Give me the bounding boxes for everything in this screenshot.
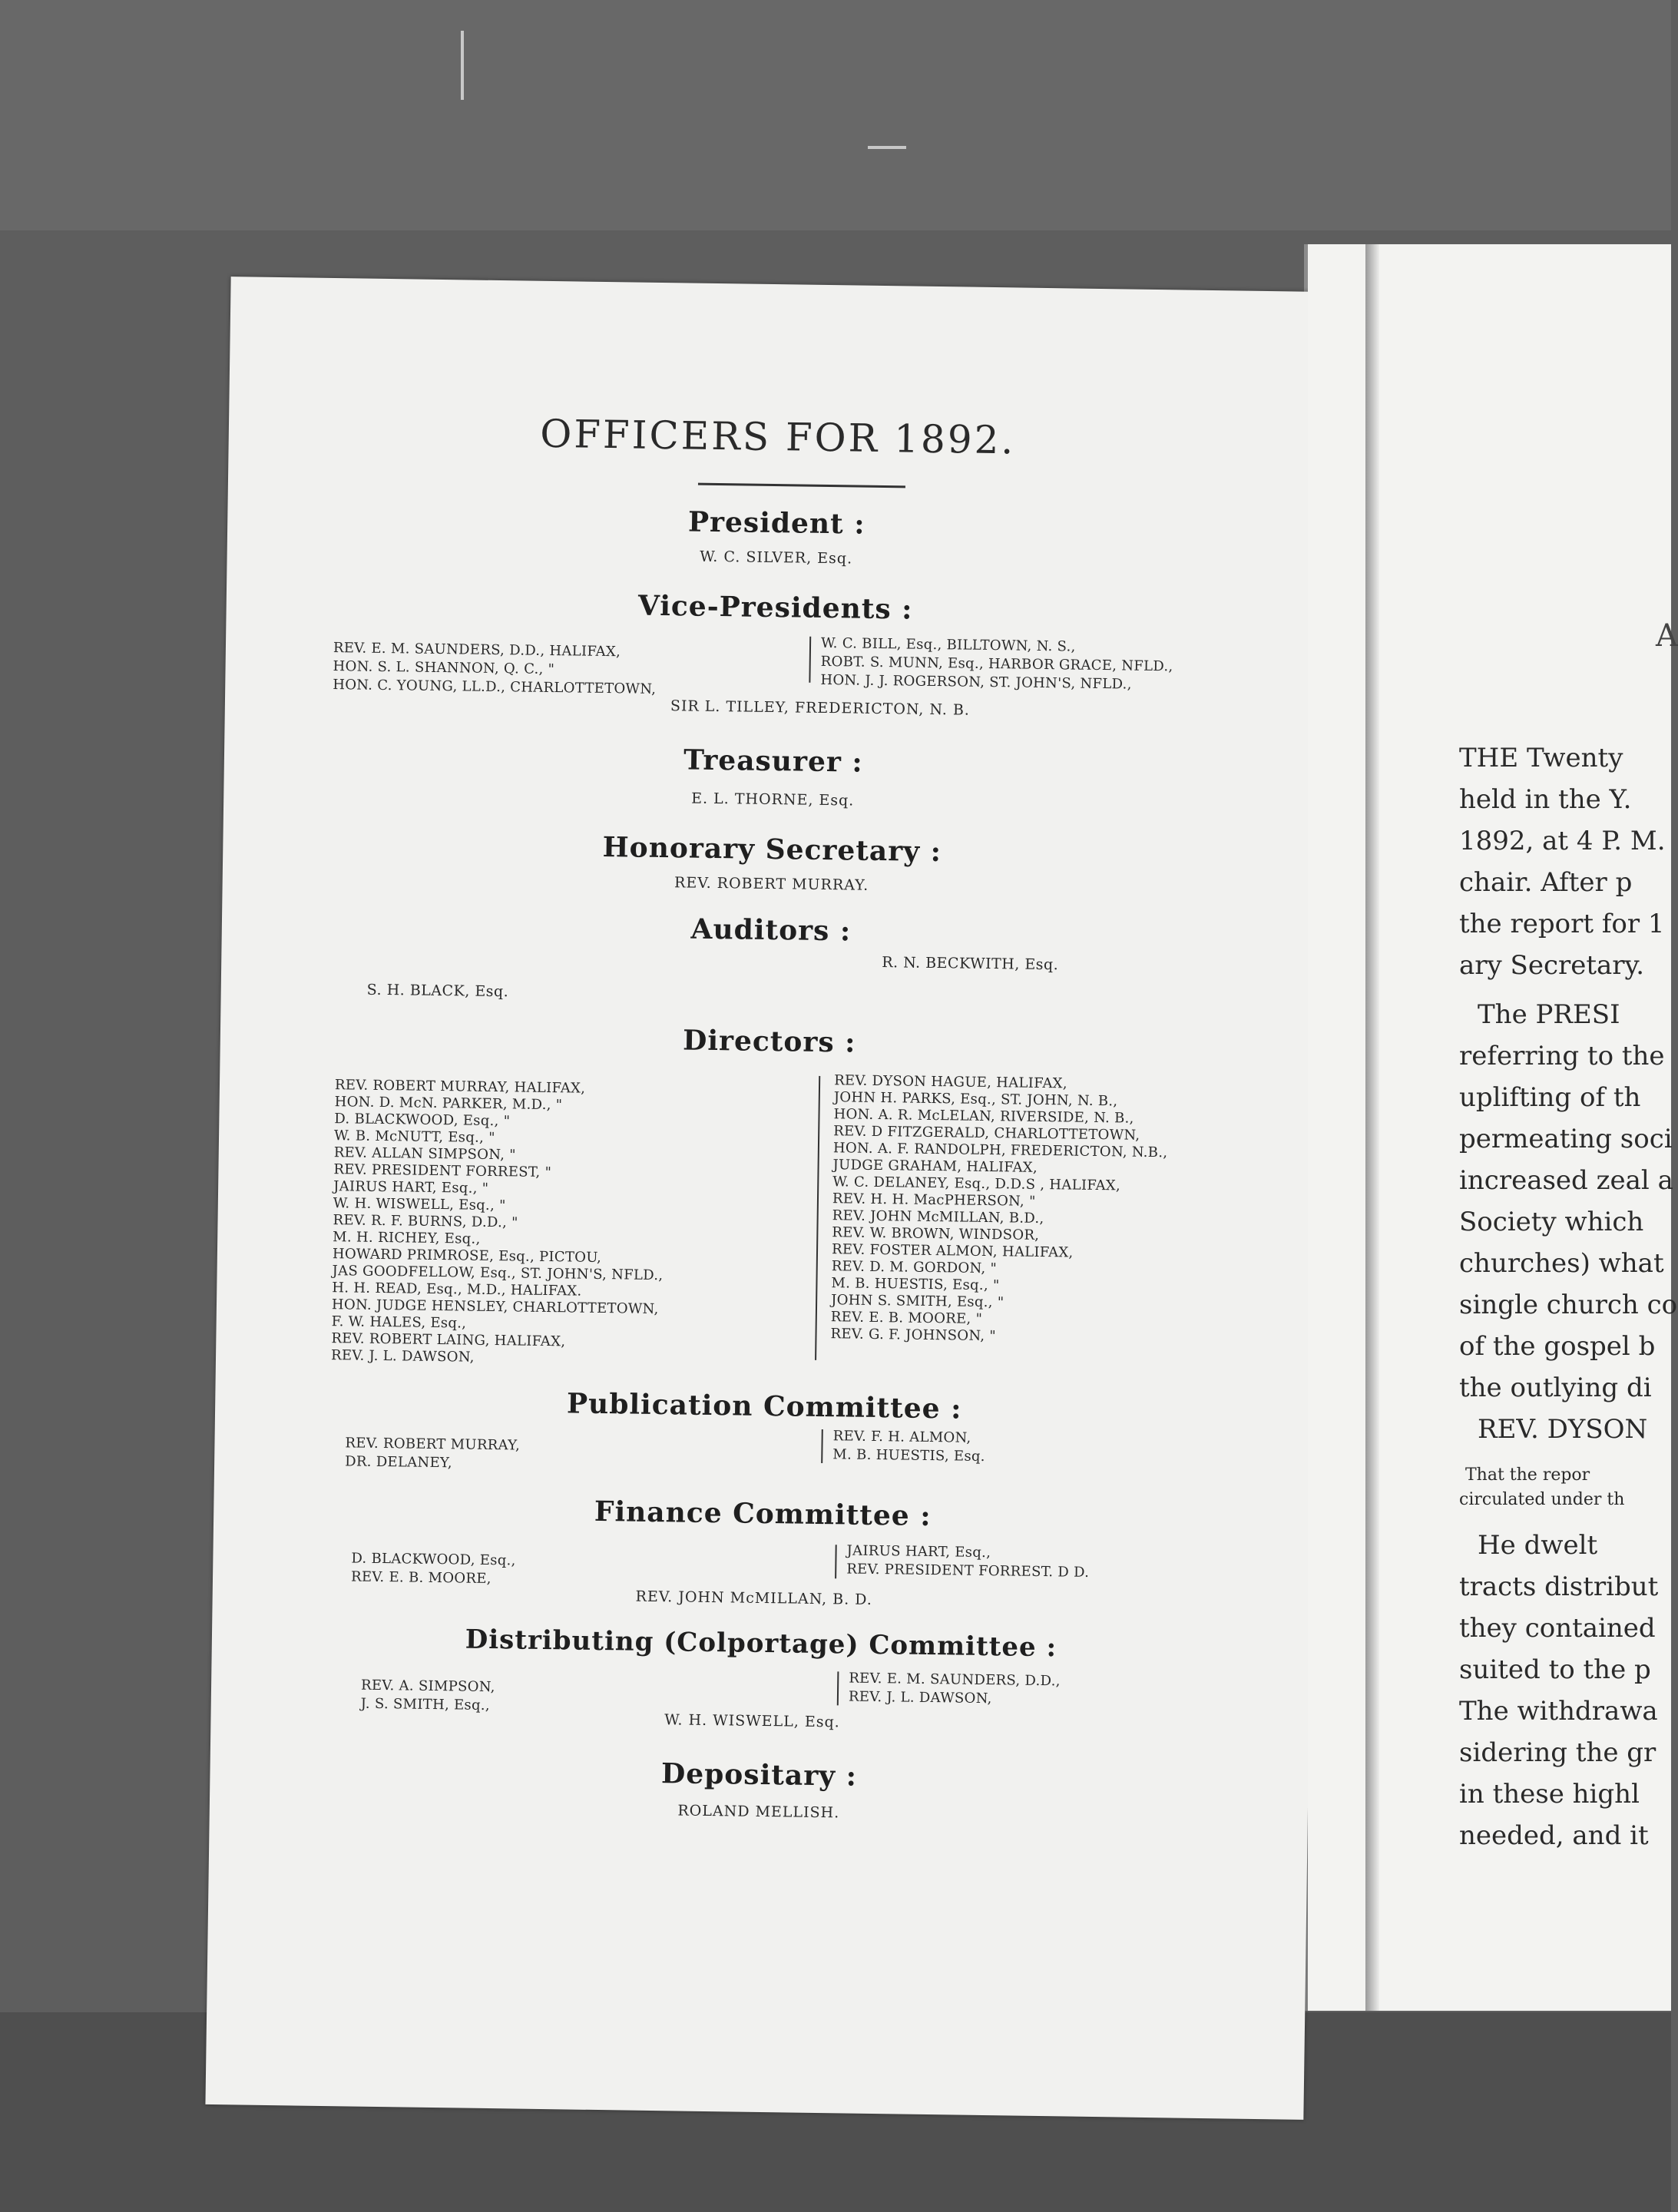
auditor-left: S. H. BLACK, Esq. <box>366 981 509 1001</box>
committee-member: D. BLACKWOOD, Esq., <box>351 1550 516 1569</box>
director-entry: JUDGE GRAHAM, HALIFAX, <box>832 1157 1038 1176</box>
publication-committee-left <box>345 1434 520 1473</box>
committee-member: REV. A. SIMPSON, <box>360 1677 495 1696</box>
text-line: 1892, at 4 P. M. <box>1459 826 1666 856</box>
vice-presidents-heading: Vice-Presidents : <box>637 589 913 626</box>
text-line: THE Twenty <box>1459 743 1623 773</box>
finance-committee-centered: REV. JOHN McMILLAN, B. D. <box>635 1588 872 1608</box>
director-entry: REV. DYSON HAGUE, HALIFAX, <box>834 1072 1067 1092</box>
committee-member: M. B. HUESTIS, Esq. <box>832 1446 985 1465</box>
director-entry: HON. A. R. McLELAN, RIVERSIDE, N. B., <box>833 1106 1134 1127</box>
committee-member: REV. E. M. SAUNDERS, D.D., <box>849 1670 1061 1690</box>
director-entry: REV. E. B. MOORE, " <box>830 1309 983 1327</box>
director-entry: M. B. HUESTIS, Esq., " <box>831 1275 1000 1294</box>
director-entry: REV. G. F. JOHNSON, " <box>830 1326 997 1345</box>
page-title: OFFICERS FOR 1892. <box>539 411 1016 463</box>
right-page-text-block <box>1459 737 1677 1450</box>
finance-committee-left <box>351 1549 516 1588</box>
honorary-secretary-heading: Honorary Secretary : <box>602 830 942 869</box>
depositary-heading: Depositary : <box>660 1757 858 1793</box>
left-page <box>205 276 1329 2120</box>
scan-mark <box>461 31 464 100</box>
depositary-name: ROLAND MELLISH. <box>677 1802 840 1822</box>
column-divider <box>821 1429 823 1463</box>
honorary-secretary-name: REV. ROBERT MURRAY. <box>674 874 869 894</box>
vice-president-entry: ROBT. S. MUNN, Esq., HARBOR GRACE, NFLD., <box>820 653 1173 675</box>
director-entry: JAS GOODFELLOW, Esq., ST. JOHN'S, NFLD., <box>332 1263 664 1284</box>
committee-member: REV. E. B. MOORE, <box>350 1568 491 1588</box>
director-entry: JAIRUS HART, Esq., " <box>333 1178 489 1197</box>
committee-member: REV. ROBERT MURRAY, <box>345 1435 521 1454</box>
text-line: suited to the p <box>1459 1654 1651 1685</box>
treasurer-name: E. L. THORNE, Esq. <box>691 790 855 810</box>
committee-member: REV. J. L. DAWSON, <box>848 1688 992 1707</box>
director-entry: REV. D. M. GORDON, " <box>831 1258 998 1277</box>
publication-committee-heading: Publication Committee : <box>566 1387 962 1426</box>
directors-left <box>331 1077 666 1369</box>
director-entry: HON. A. F. RANDOLPH, FREDERICTON, N.B., <box>832 1140 1168 1161</box>
column-divider <box>815 1076 820 1360</box>
text-line: of the gospel b <box>1459 1331 1656 1362</box>
column-divider <box>837 1671 839 1705</box>
director-entry: F. W. HALES, Esq., <box>331 1313 467 1332</box>
text-line: increased zeal a <box>1459 1165 1673 1196</box>
finance-committee-right <box>846 1541 1090 1581</box>
distributing-committee-heading: Distributing (Colportage) Committee : <box>465 1624 1057 1664</box>
text-line: ary Secretary. <box>1459 950 1645 981</box>
text-line: referring to the <box>1459 1041 1665 1071</box>
director-entry: HOWARD PRIMROSE, Esq., PICTOU, <box>332 1246 602 1266</box>
director-entry: REV. ROBERT LAING, HALIFAX, <box>331 1330 566 1350</box>
resolution-line: circulated under th <box>1459 1490 1625 1509</box>
vice-presidents-left <box>333 639 657 699</box>
director-entry: W. C. DELANEY, Esq., D.D.S , HALIFAX, <box>832 1174 1121 1194</box>
text-line: in these highl <box>1459 1779 1640 1810</box>
column-divider <box>835 1545 837 1578</box>
text-line: permeating soci <box>1459 1124 1673 1154</box>
director-entry: REV. ALLAN SIMPSON, " <box>333 1144 516 1164</box>
resolution-line: That the repor <box>1465 1465 1590 1485</box>
committee-member: REV. PRESIDENT FORREST. D D. <box>846 1561 1090 1581</box>
title-rule <box>698 483 905 488</box>
director-entry: W. B. McNUTT, Esq., " <box>333 1128 495 1147</box>
right-page-shadow <box>1365 244 1379 2011</box>
vice-president-entry: HON. J. J. ROGERSON, ST. JOHN'S, NFLD., <box>820 671 1132 693</box>
director-entry: REV. R. F. BURNS, D.D., " <box>333 1212 518 1231</box>
committee-member: J. S. SMITH, Esq., <box>360 1695 491 1714</box>
text-line: single church co <box>1459 1290 1678 1320</box>
text-line: tracts distribut <box>1459 1571 1659 1602</box>
director-entry: HON. D. McN. PARKER, M.D., " <box>334 1094 563 1114</box>
director-entry: REV. H. H. MacPHERSON, " <box>832 1190 1036 1210</box>
director-entry: W. H. WISWELL, Esq., " <box>333 1195 506 1214</box>
director-entry: JOHN S. SMITH, Esq., " <box>831 1292 1004 1311</box>
treasurer-heading: Treasurer : <box>683 743 863 779</box>
director-entry: REV. D FITZGERALD, CHARLOTTETOWN, <box>833 1123 1140 1144</box>
directors-heading: Directors : <box>682 1024 856 1059</box>
text-line: The PRESI <box>1478 999 1620 1030</box>
vice-president-centered: SIR L. TILLEY, FREDERICTON, N. B. <box>670 697 971 719</box>
text-line: churches) what <box>1459 1248 1664 1279</box>
text-line: uplifting of th <box>1459 1082 1641 1113</box>
finance-committee-heading: Finance Committee : <box>594 1495 932 1533</box>
director-entry: REV. J. L. DAWSON, <box>330 1347 475 1366</box>
distributing-committee-centered: W. H. WISWELL, Esq. <box>664 1711 840 1731</box>
text-line: the outlying di <box>1459 1373 1652 1403</box>
vice-presidents-right <box>820 634 1173 694</box>
text-line: sidering the gr <box>1459 1737 1656 1768</box>
text-line: they contained <box>1459 1613 1656 1644</box>
right-page-heading-fragment: A <box>1656 618 1678 654</box>
column-divider <box>809 637 811 683</box>
distributing-committee-right <box>849 1670 1061 1710</box>
text-line: Society which <box>1459 1207 1644 1237</box>
vice-president-entry: W. C. BILL, Esq., BILLTOWN, N. S., <box>820 634 1076 655</box>
vice-president-entry: HON. S. L. SHANNON, Q. C., " <box>333 658 555 678</box>
committee-member: JAIRUS HART, Esq., <box>846 1542 991 1561</box>
director-entry: REV. W. BROWN, WINDSOR, <box>832 1224 1040 1243</box>
text-line: needed, and it <box>1459 1820 1649 1851</box>
text-line: REV. DYSON <box>1478 1414 1648 1445</box>
director-entry: H. H. READ, Esq., M.D., HALIFAX. <box>332 1280 582 1300</box>
directors-right <box>830 1072 1168 1347</box>
director-entry: REV. PRESIDENT FORREST, " <box>333 1161 552 1181</box>
vice-president-entry: HON. C. YOUNG, LL.D., CHARLOTTETOWN, <box>333 677 657 697</box>
text-line: He dwelt <box>1478 1530 1598 1561</box>
auditors-heading: Auditors : <box>690 912 852 948</box>
right-page-text-block-2 <box>1459 1525 1658 1856</box>
auditor-right: R. N. BECKWITH, Esq. <box>882 954 1059 974</box>
director-entry: REV. FOSTER ALMON, HALIFAX, <box>831 1241 1074 1261</box>
text-line: chair. After p <box>1459 867 1633 898</box>
president-name: W. C. SILVER, Esq. <box>700 548 853 568</box>
director-entry: D. BLACKWOOD, Esq., " <box>334 1111 511 1130</box>
director-entry: REV. ROBERT MURRAY, HALIFAX, <box>334 1077 586 1097</box>
text-line: The withdrawa <box>1459 1696 1658 1727</box>
background-top <box>0 0 1671 230</box>
director-entry: HON. JUDGE HENSLEY, CHARLOTTETOWN, <box>331 1296 659 1318</box>
director-entry: M. H. RICHEY, Esq., <box>333 1229 481 1247</box>
publication-committee-right <box>832 1427 985 1466</box>
vice-president-entry: REV. E. M. SAUNDERS, D.D., HALIFAX, <box>333 640 621 661</box>
president-heading: President : <box>687 505 865 541</box>
director-entry: JOHN H. PARKS, Esq., ST. JOHN, N. B., <box>833 1089 1118 1110</box>
committee-member: REV. F. H. ALMON, <box>832 1428 971 1446</box>
committee-member: DR. DELANEY, <box>345 1453 453 1472</box>
text-line: held in the Y. <box>1459 784 1632 815</box>
director-entry: REV. JOHN McMILLAN, B.D., <box>832 1207 1044 1227</box>
text-line: the report for 1 <box>1459 909 1665 939</box>
scan-mark <box>868 146 906 149</box>
